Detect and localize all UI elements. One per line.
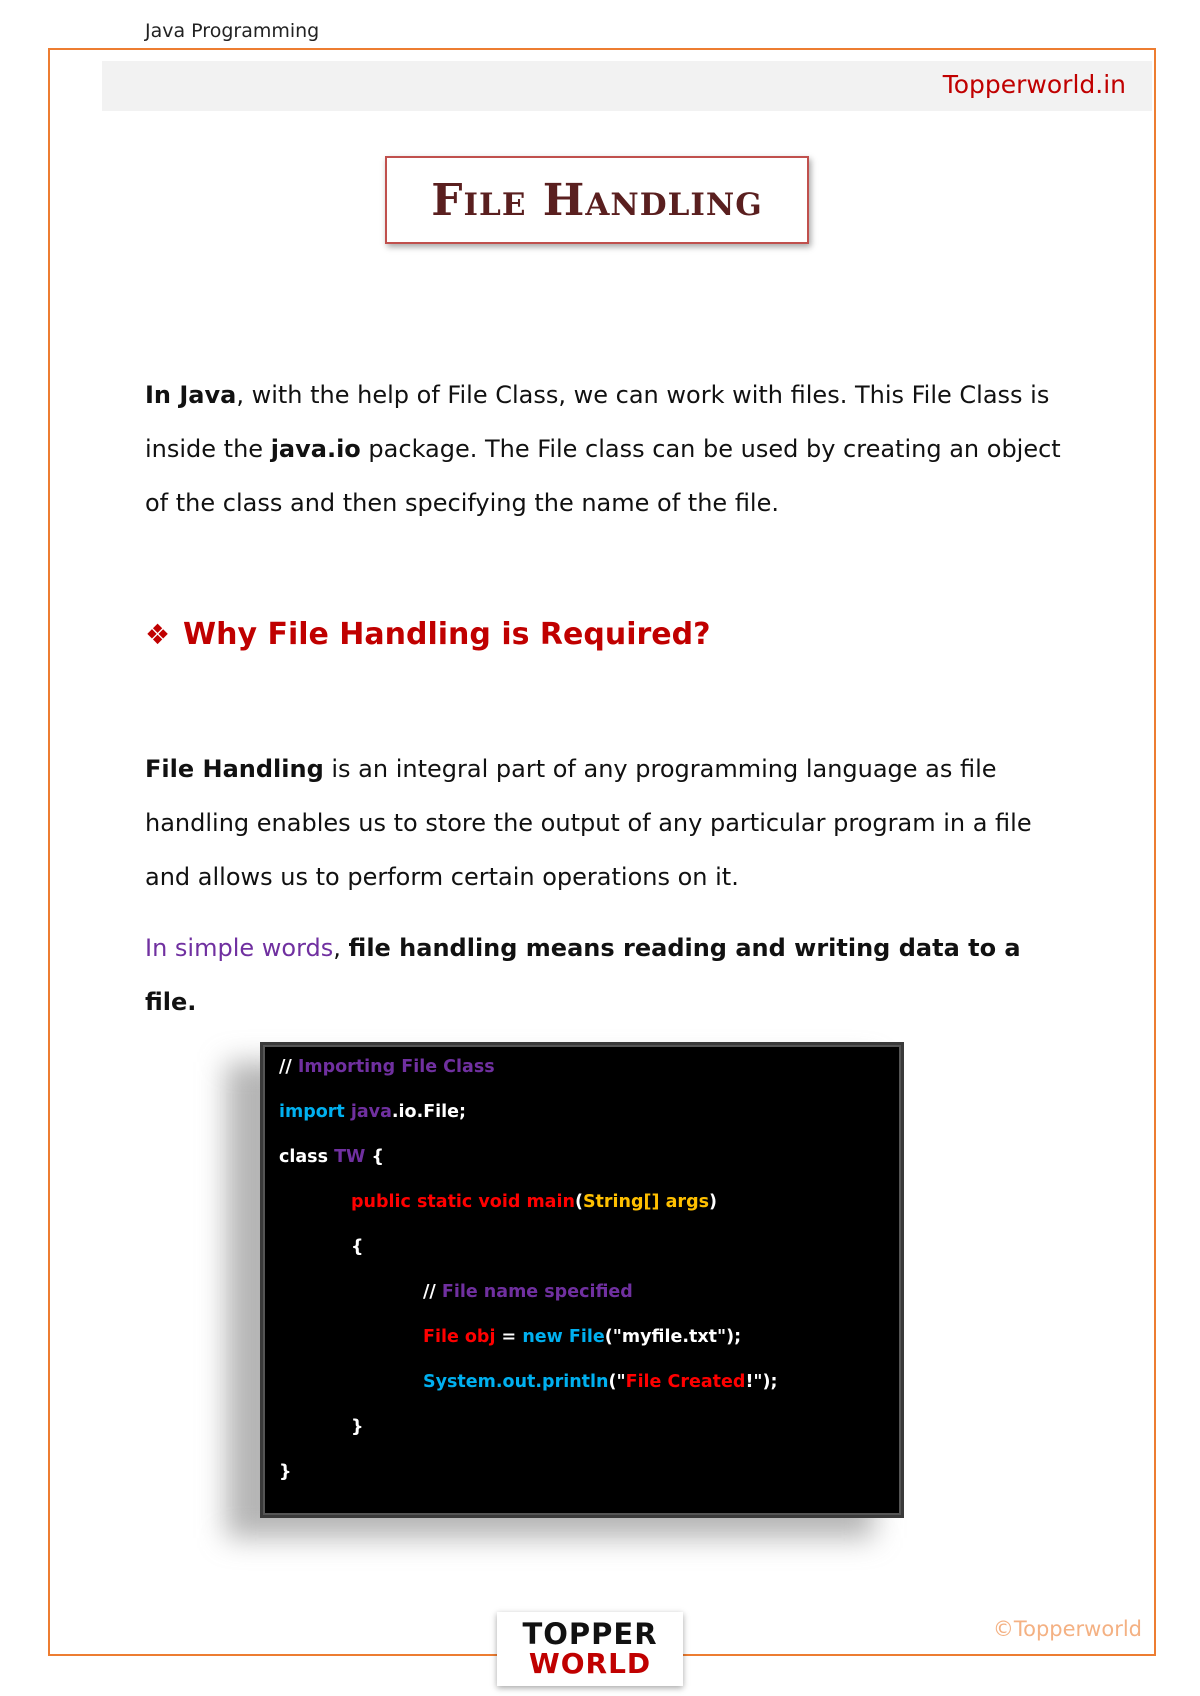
section-heading-text: Why File Handling is Required? (183, 617, 711, 652)
site-link[interactable]: Topperworld.in (942, 70, 1126, 99)
code-line-9: } (351, 1417, 364, 1437)
intro-text-1: , with the help of File Class, we can work with files. This File Class is inside the (145, 381, 1050, 463)
intro-bold-java: In Java (145, 381, 237, 409)
code-line-7: File obj = new File("myfile.txt"); (423, 1327, 742, 1347)
summary-sep: , (333, 934, 349, 962)
why-bold: File Handling (145, 755, 324, 783)
code-line-10: } (279, 1462, 292, 1482)
code-line-3: class TW { (279, 1147, 384, 1167)
title-box (385, 156, 809, 244)
section-heading (145, 617, 711, 652)
summary-bold: file handling means reading and writing data to a file. (145, 934, 1021, 1016)
summary-paragraph (145, 921, 1065, 1029)
why-paragraph (145, 742, 1065, 904)
why-text: is an integral part of any programming language as file handling enables us to store the output of any particular program in a file and allows us to perform certain operations on it. (145, 755, 1032, 891)
summary-lead: In simple words (145, 934, 334, 962)
intro-bold-package: java.io (270, 435, 361, 463)
code-line-5: { (351, 1237, 364, 1257)
code-line-4: public static void main(String[] args) (351, 1192, 718, 1212)
logo-top-text: TOPPER (522, 1617, 658, 1651)
code-line-6: // File name specified (423, 1282, 633, 1302)
diamond-bullet-icon: ❖ (145, 618, 171, 651)
logo-bottom-text: WORLD (528, 1647, 652, 1680)
intro-text-2: package. The File class can be used by creating an object of the class and then specifying the name of the file. (145, 435, 1061, 517)
code-line-8: System.out.println("File Created!"); (423, 1372, 778, 1392)
topperworld-logo (497, 1612, 683, 1686)
intro-paragraph (145, 368, 1065, 530)
copyright-text: ©Topperworld (992, 1617, 1142, 1641)
page-title: File Handling (431, 174, 763, 226)
code-line-1: // Importing File Class (279, 1057, 495, 1077)
running-head: Java Programming (145, 20, 320, 42)
code-block (260, 1042, 904, 1518)
code-line-2: import java.io.File; (279, 1102, 467, 1122)
